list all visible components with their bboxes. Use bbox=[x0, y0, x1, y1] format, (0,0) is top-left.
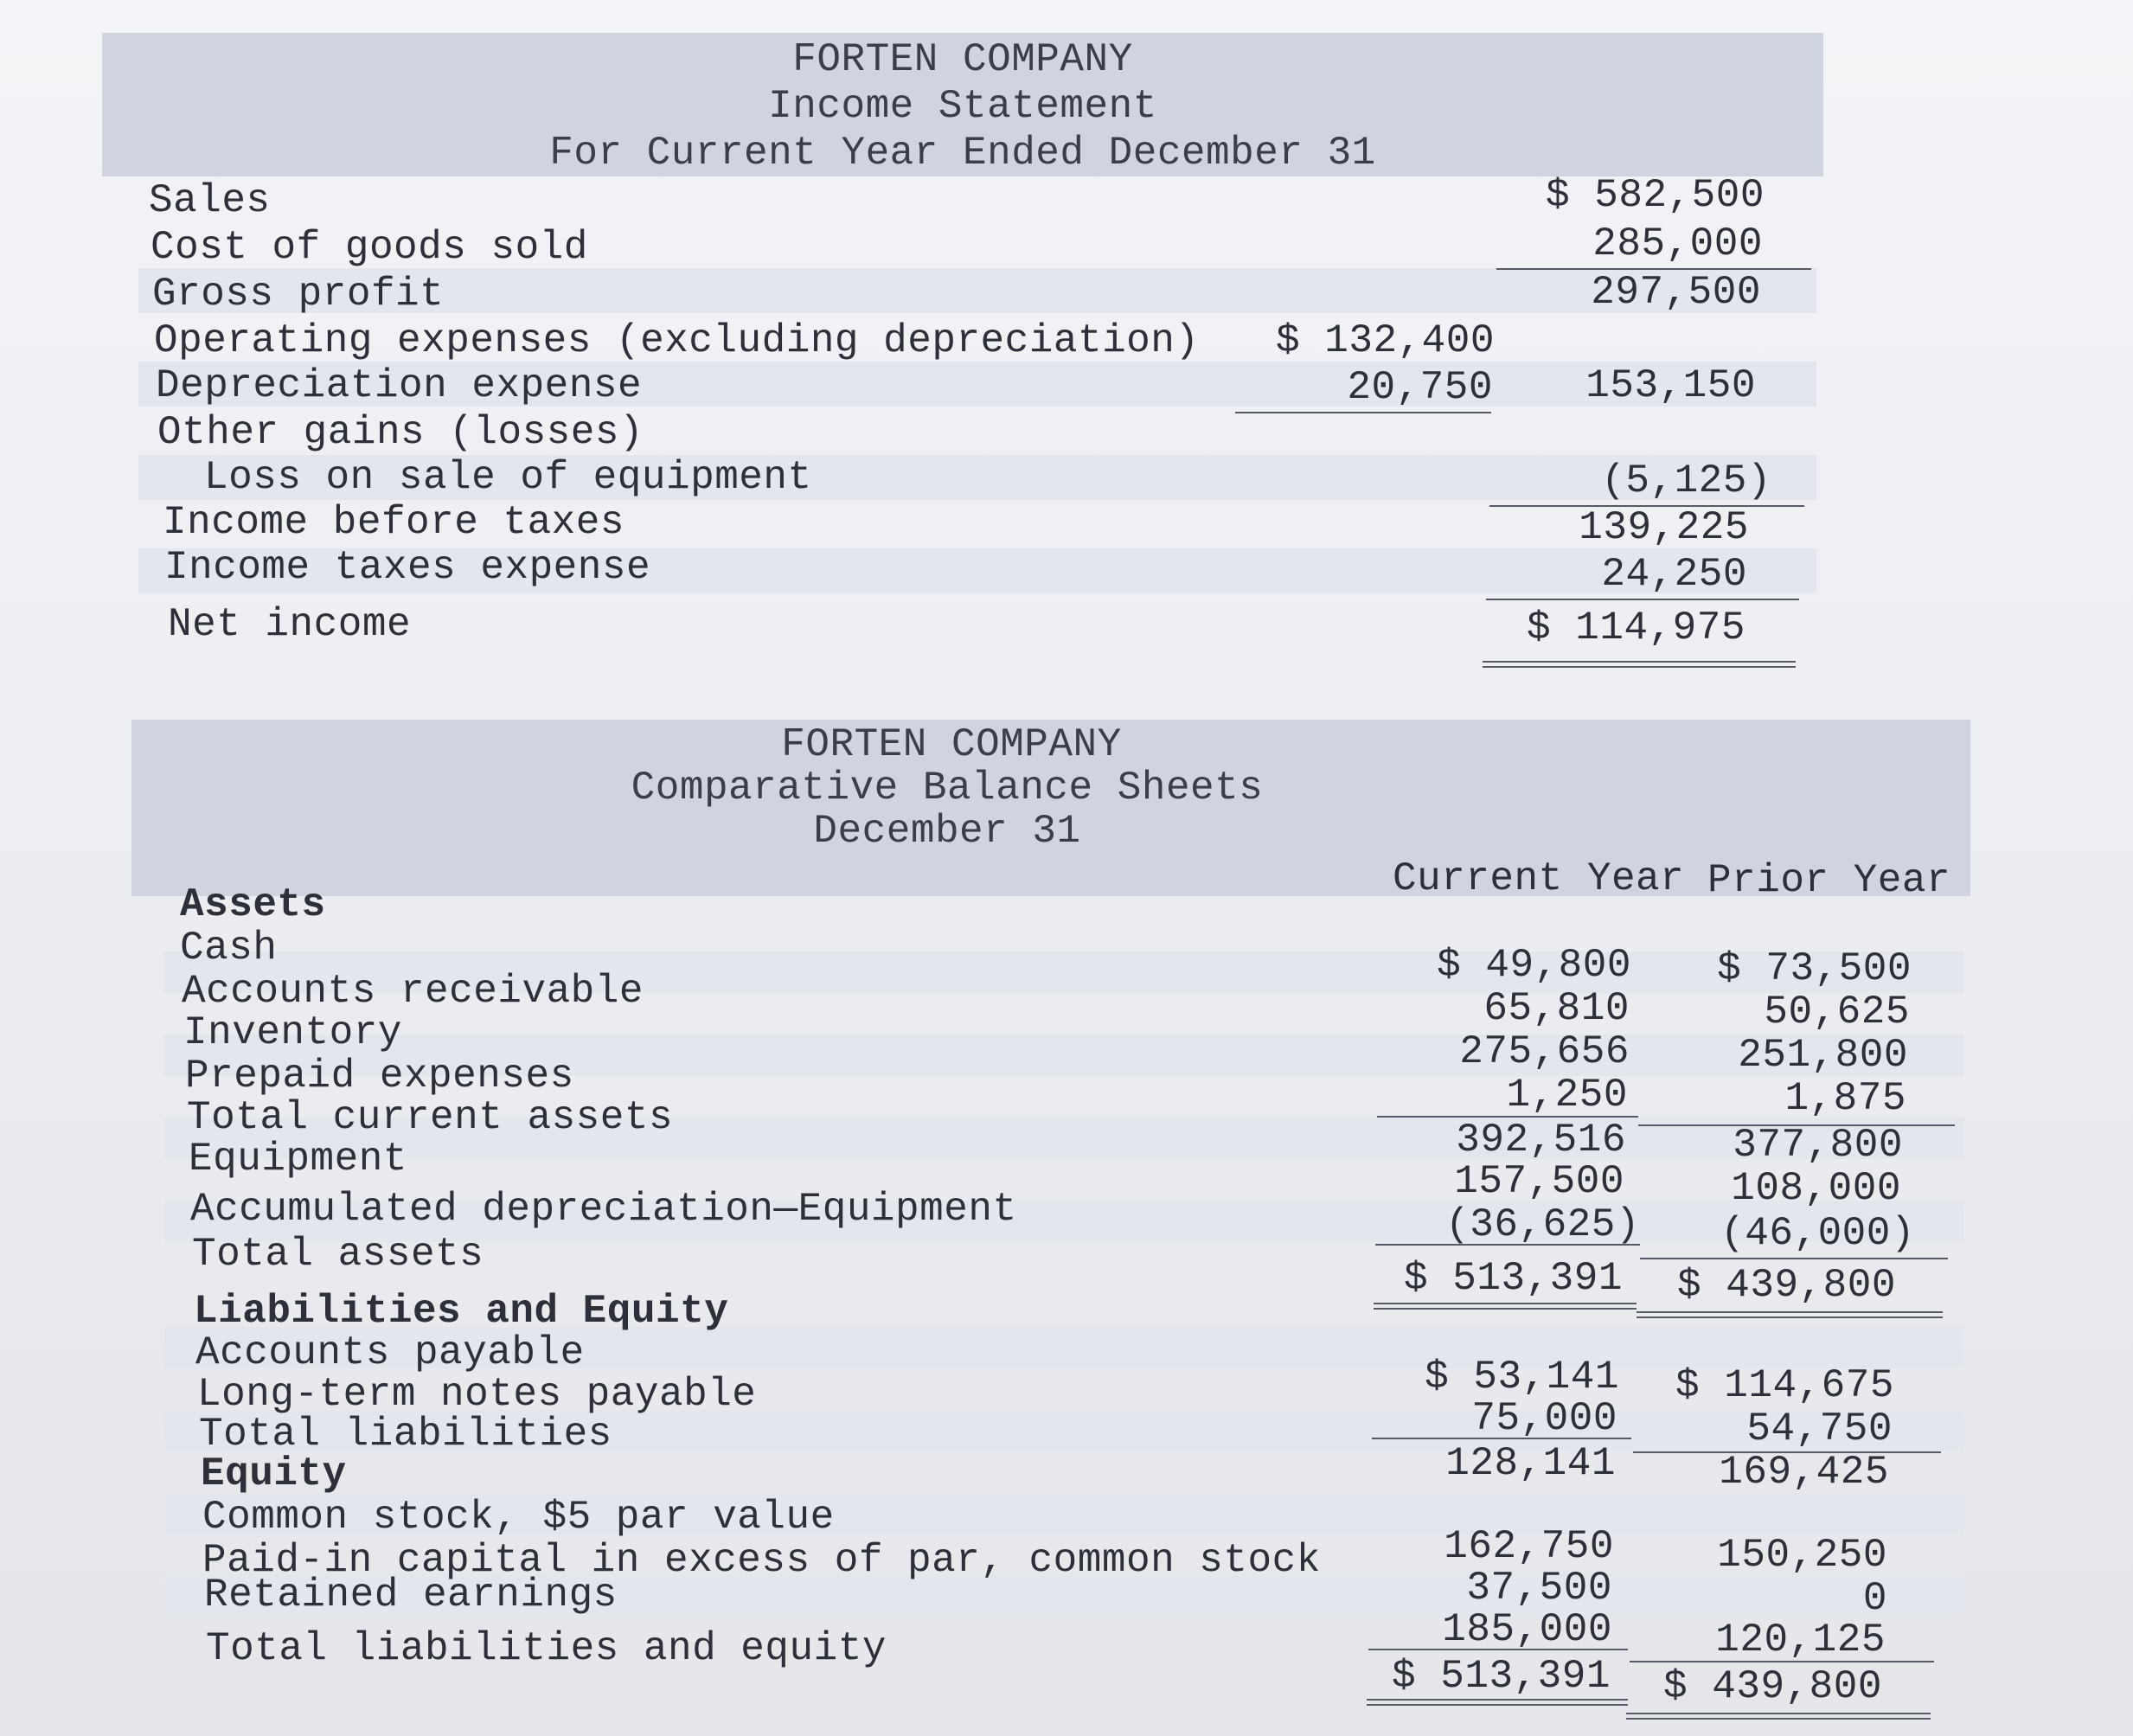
underline bbox=[1640, 1258, 1948, 1259]
value-prepaid-prior: 1,875 bbox=[1784, 1076, 1906, 1121]
row-label-inventory: Inventory bbox=[183, 1010, 402, 1055]
row-label-depreciation: Depreciation expense bbox=[156, 363, 643, 408]
row-label-equipment: Equipment bbox=[189, 1137, 407, 1182]
value-prepaid-current: 1,250 bbox=[1506, 1073, 1628, 1118]
value-total-assets-current: $ 513,391 bbox=[1404, 1256, 1623, 1301]
value-sales: $ 582,500 bbox=[1546, 173, 1765, 218]
value-ltnp-prior: 54,750 bbox=[1746, 1406, 1893, 1451]
row-label-ar: Accounts receivable bbox=[182, 969, 644, 1014]
value-opex-detail: $ 132,400 bbox=[1276, 318, 1495, 363]
value-total-le-prior: $ 439,800 bbox=[1663, 1664, 1882, 1709]
value-depreciation-detail: 20,750 bbox=[1347, 365, 1493, 410]
value-inventory-current: 275,656 bbox=[1459, 1029, 1630, 1074]
value-retained-current: 185,000 bbox=[1442, 1607, 1612, 1652]
value-retained-prior: 120,125 bbox=[1715, 1617, 1886, 1662]
double-underline bbox=[1374, 1303, 1637, 1310]
row-label-total-liabilities: Total liabilities bbox=[199, 1412, 612, 1457]
value-apic-prior: 0 bbox=[1862, 1576, 1887, 1621]
value-tca-current: 392,516 bbox=[1456, 1118, 1626, 1163]
double-underline bbox=[1637, 1311, 1943, 1318]
statement-date: December 31 bbox=[813, 809, 1081, 854]
section-label-liabilities-equity: Liabilities and Equity bbox=[194, 1289, 729, 1334]
row-label-net-income: Net income bbox=[168, 602, 412, 647]
statement-period: For Current Year Ended December 31 bbox=[549, 131, 1376, 176]
row-label-other-gains: Other gains (losses) bbox=[157, 410, 644, 455]
value-total-liabilities-current: 128,141 bbox=[1445, 1441, 1616, 1486]
double-underline bbox=[1367, 1699, 1628, 1706]
value-opex-total: 153,150 bbox=[1585, 363, 1756, 408]
value-net-income: $ 114,975 bbox=[1527, 605, 1745, 650]
underline bbox=[1372, 1438, 1631, 1439]
row-label-accumulated-depreciation: Accumulated depreciation—Equipment bbox=[190, 1187, 1017, 1232]
statement-title: Comparative Balance Sheets bbox=[631, 766, 1264, 810]
value-total-assets-prior: $ 439,800 bbox=[1677, 1263, 1896, 1308]
value-tca-prior: 377,800 bbox=[1733, 1123, 1903, 1168]
row-label-apic: Paid-in capital in excess of par, common stock bbox=[202, 1538, 1321, 1583]
value-income-before-taxes: 139,225 bbox=[1579, 505, 1749, 550]
value-ap-prior: $ 114,675 bbox=[1675, 1363, 1894, 1408]
value-equipment-prior: 108,000 bbox=[1731, 1166, 1901, 1211]
row-label-accounts-payable: Accounts payable bbox=[195, 1330, 585, 1375]
row-label-opex: Operating expenses (excluding depreciation) bbox=[154, 318, 1200, 363]
section-label-assets: Assets bbox=[180, 882, 326, 927]
row-label-prepaid: Prepaid expenses bbox=[185, 1054, 574, 1099]
column-header-prior-year: Prior Year bbox=[1707, 858, 1951, 903]
value-accum-dep-prior: (46,000) bbox=[1720, 1211, 1915, 1256]
company-name: FORTEN COMPANY bbox=[781, 722, 1122, 767]
row-label-income-before-taxes: Income before taxes bbox=[163, 500, 625, 545]
row-label-sales: Sales bbox=[149, 178, 271, 223]
row-label-loss-on-sale: Loss on sale of equipment bbox=[204, 455, 812, 500]
value-common-stock-current: 162,750 bbox=[1444, 1524, 1614, 1569]
value-cogs: 285,000 bbox=[1592, 221, 1763, 266]
value-apic-current: 37,500 bbox=[1466, 1566, 1612, 1611]
column-header-current-year: Current Year bbox=[1393, 856, 1685, 901]
statement-title: Income Statement bbox=[768, 84, 1157, 129]
value-ltnp-current: 75,000 bbox=[1471, 1396, 1617, 1441]
row-label-cash: Cash bbox=[180, 926, 278, 970]
company-name: FORTEN COMPANY bbox=[792, 37, 1133, 82]
row-label-total-current-assets: Total current assets bbox=[187, 1095, 674, 1140]
value-equipment-current: 157,500 bbox=[1454, 1159, 1624, 1204]
double-underline bbox=[1626, 1713, 1931, 1720]
value-common-stock-prior: 150,250 bbox=[1717, 1533, 1887, 1578]
value-ar-prior: 50,625 bbox=[1764, 990, 1910, 1035]
row-label-cogs: Cost of goods sold bbox=[151, 225, 588, 270]
section-label-equity: Equity bbox=[201, 1451, 347, 1496]
value-cash-prior: $ 73,500 bbox=[1717, 946, 1912, 991]
row-label-income-taxes: Income taxes expense bbox=[164, 545, 651, 590]
row-label-gross-profit: Gross profit bbox=[152, 272, 445, 317]
underline bbox=[1630, 1661, 1934, 1662]
row-label-long-term-notes: Long-term notes payable bbox=[197, 1372, 757, 1417]
underline bbox=[1375, 1244, 1640, 1246]
underline bbox=[1368, 1649, 1628, 1650]
value-loss-on-sale: (5,125) bbox=[1601, 458, 1771, 503]
value-gross-profit: 297,500 bbox=[1591, 270, 1761, 315]
row-label-common-stock: Common stock, $5 par value bbox=[202, 1495, 835, 1540]
value-cash-current: $ 49,800 bbox=[1437, 943, 1631, 988]
value-total-liabilities-prior: 169,425 bbox=[1719, 1450, 1889, 1495]
value-ap-current: $ 53,141 bbox=[1425, 1355, 1619, 1400]
value-ar-current: 65,810 bbox=[1483, 986, 1630, 1031]
balance-sheet-header bbox=[131, 720, 1970, 896]
row-label-retained-earnings: Retained earnings bbox=[204, 1573, 618, 1617]
row-label-total-assets: Total assets bbox=[192, 1232, 484, 1277]
row-label-total-liabilities-equity: Total liabilities and equity bbox=[206, 1626, 887, 1671]
value-income-taxes: 24,250 bbox=[1601, 552, 1747, 597]
value-total-le-current: $ 513,391 bbox=[1392, 1654, 1611, 1699]
value-inventory-prior: 251,800 bbox=[1738, 1033, 1908, 1078]
value-accum-dep-current: (36,625) bbox=[1445, 1202, 1640, 1247]
